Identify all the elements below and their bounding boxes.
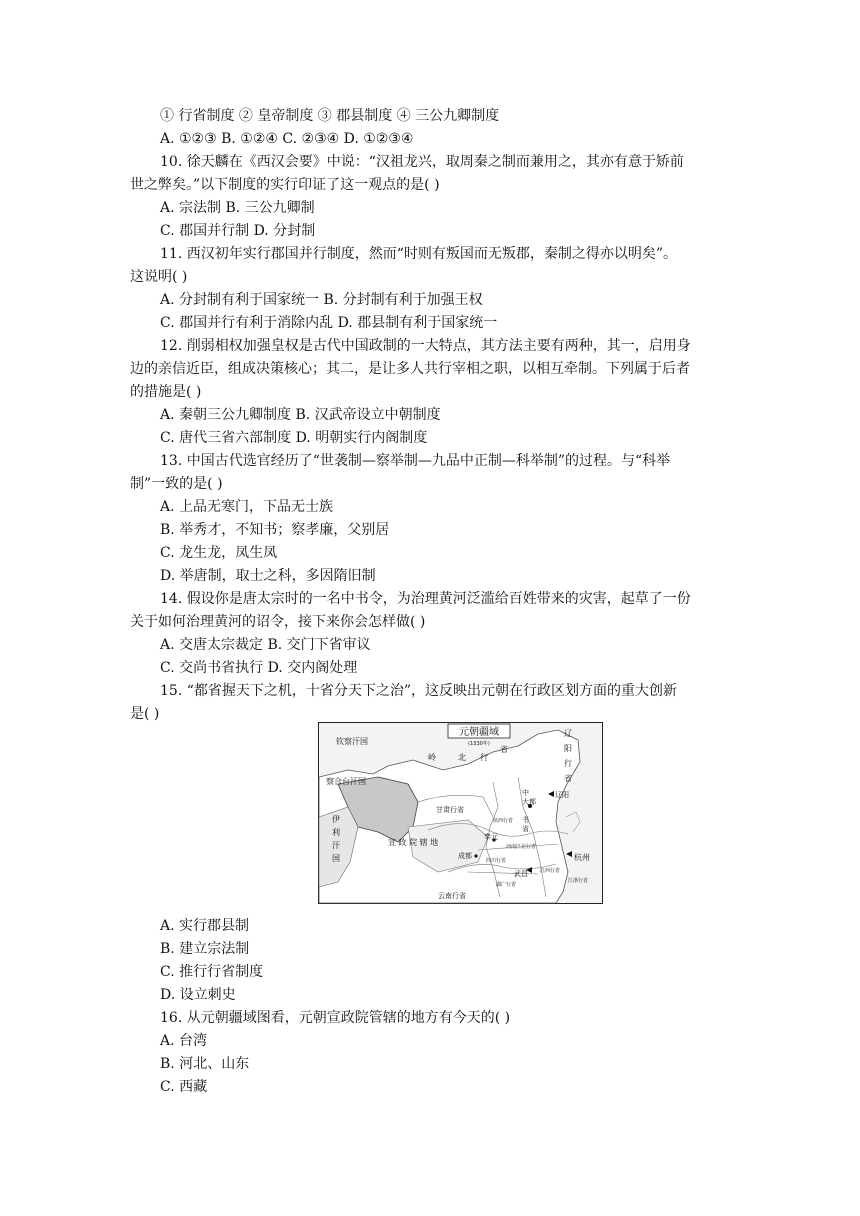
q9-options-items: ① 行省制度 ② 皇帝制度 ③ 郡县制度 ④ 三公九卿制度: [160, 108, 500, 124]
label-lingbei-1: 岭: [428, 753, 436, 762]
q16-choice-a: A. 台湾: [160, 1033, 208, 1049]
q15-choice-a: A. 实行郡县制: [160, 918, 250, 934]
label-chahetai: 察合台汗国: [326, 777, 366, 786]
q12-choices-ab: A. 秦朝三公九卿制度 B. 汉武帝设立中朝制度: [160, 407, 441, 423]
label-jiangzhe: 江浙行省: [568, 878, 589, 884]
q12-choices-cd: C. 唐代三省六部制度 D. 明朝实行内阁制度: [160, 430, 428, 446]
q14-stem-line1: 14. 假设你是唐太宗时的一名中书令，为治理黄河泛滥给百姓带来的灾害，起草了一份: [160, 591, 691, 607]
label-chengdu: 成都: [458, 852, 472, 860]
label-liaoyang-2: 阳: [564, 744, 572, 753]
label-liaoyang-city: 辽阳: [555, 791, 569, 799]
label-fengyuan: 奉元: [484, 833, 498, 841]
q15-choice-d: D. 设立刺史: [160, 987, 236, 1003]
q13-choice-d: D. 举唐制，取士之科，多因隋旧制: [160, 568, 376, 584]
q13-stem-line1: 13. 中国古代选官经历了“世袭制—察举制—九品中正制—科举制”的过程。与“科举: [160, 453, 671, 469]
label-zhongshu-3: 省: [522, 825, 529, 833]
q12-stem-line2: 边的亲信近臣，组成决策核心；其二，是让多人共行宰相之职，以相互牵制。下列属于后者: [130, 361, 690, 377]
label-yili-2: 利: [332, 828, 340, 837]
label-liaoyang-3: 行: [564, 759, 572, 768]
label-hangzhou: 杭州: [574, 853, 590, 862]
q14-stem-line2: 关于如何治理黄河的诏令，接下来你会怎样做( ): [130, 614, 426, 630]
q14-choices-ab: A. 交唐太宗裁定 B. 交门下省审议: [160, 637, 371, 653]
yuan-territory-map: [318, 722, 603, 904]
q10-choices-ab: A. 宗法制 B. 三公九卿制: [160, 200, 315, 216]
q13-choice-c: C. 龙生龙，凤生凤: [160, 545, 278, 561]
label-qincha: 钦察汗国: [336, 737, 368, 746]
label-zhongshu-2: 书: [522, 816, 529, 824]
q11-stem-line1: 11. 西汉初年实行郡国并行制度，然而“时则有叛国而无叛郡，秦制之得亦以明矣”。: [160, 246, 678, 262]
label-huguang: 湖广行省: [496, 882, 517, 888]
q15-stem-line2: 是( ): [130, 706, 160, 722]
q13-choice-a: A. 上品无寒门，下品无士族: [160, 499, 334, 515]
label-yunnan: 云南行省: [438, 892, 466, 900]
label-yili-3: 汗: [332, 841, 340, 850]
map-title: 元朝疆域: [459, 727, 499, 738]
label-jiangxi: 江西行省: [540, 868, 561, 874]
q11-stem-line2: 这说明( ): [130, 269, 188, 285]
q15-choice-b: B. 建立宗法制: [160, 941, 250, 957]
label-lingbei-3: 行: [480, 753, 488, 762]
q13-stem-line2: 制”一致的是( ): [130, 476, 223, 492]
q10-stem-line2: 世之弊矣。”以下制度的实行印证了这一观点的是( ): [130, 177, 440, 193]
q12-stem-line1: 12. 削弱相权加强皇权是古代中国政制的一大特点，其方法主要有两种，其一，启用身: [160, 338, 691, 354]
q13-choice-b: B. 举秀才，不知书；察孝廉，父别居: [160, 522, 390, 538]
label-dadu: 大都: [522, 798, 536, 806]
q10-choices-cd: C. 郡国并行制 D. 分封制: [160, 223, 316, 239]
q11-choices-ab: A. 分封制有利于国家统一 B. 分封制有利于加强王权: [160, 292, 483, 308]
q14-choices-cd: C. 交尚书省执行 D. 交内阁处理: [160, 660, 358, 676]
label-zhongshu-1: 中: [522, 789, 529, 797]
label-shaanxi: 陕西行省: [493, 818, 514, 824]
q16-choice-b: B. 河北、山东: [160, 1056, 250, 1072]
label-sichuan: 四川行省: [486, 858, 507, 864]
q15-stem-line1: 15. “都省握天下之机，十省分天下之治”，这反映出元朝在行政区划方面的重大创新: [160, 683, 678, 699]
chengdu-marker: [474, 854, 477, 857]
q10-stem-line1: 10. 徐天麟在《西汉会要》中说：“汉祖龙兴，取周秦之制而兼用之，其亦有意于矫前: [160, 154, 684, 170]
label-gansu: 甘肃行省: [436, 806, 464, 814]
label-liaoyang-4: 省: [564, 774, 572, 783]
label-xuanzheng: 宣 政 院 辖 地: [388, 838, 439, 847]
label-liaoyang-1: 辽: [564, 729, 572, 738]
label-henan: 河南江北行省: [506, 844, 537, 850]
label-yili-1: 伊: [332, 815, 340, 824]
label-yili-4: 国: [332, 854, 340, 863]
q11-choices-cd: C. 郡国并行有利于消除内乱 D. 郡县制有利于国家统一: [160, 315, 498, 331]
q12-stem-line3: 的措施是( ): [130, 384, 202, 400]
q16-choice-c: C. 西藏: [160, 1079, 208, 1095]
q9-answer-choices: A. ①②③ B. ①②④ C. ②③④ D. ①②③④: [160, 131, 414, 147]
q15-choice-c: C. 推行行省制度: [160, 964, 264, 980]
label-wuchang: 武昌: [514, 870, 528, 878]
label-lingbei-2: 北: [458, 753, 466, 762]
q16-stem: 16. 从元朝疆域图看，元朝宣政院管辖的地方有今天的( ): [160, 1010, 511, 1026]
map-year: (1330年): [468, 741, 490, 747]
label-lingbei-4: 省: [500, 745, 508, 754]
